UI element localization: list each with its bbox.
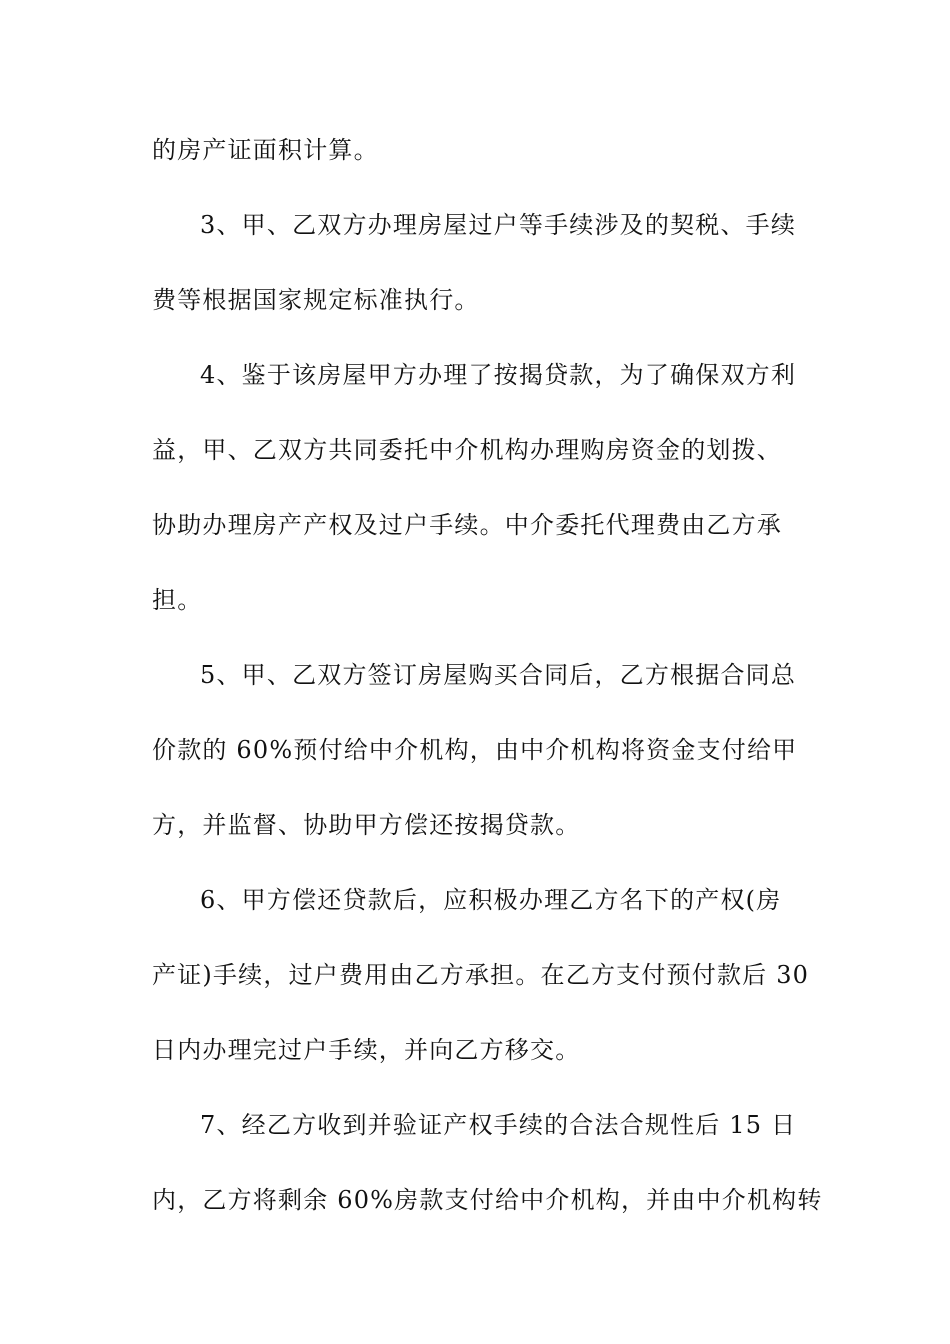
clause-5-line-3: 方，并监督、协助甲方偿还按揭贷款。: [152, 811, 581, 839]
clause-6-line-2: 产证)手续，过户费用由乙方承担。在乙方支付预付款后 30: [152, 961, 810, 989]
clause-7-line-2: 内，乙方将剩余 60%房款支付给中介机构，并由中介机构转: [152, 1186, 823, 1214]
clause-3-line-1: 3、甲、乙双方办理房屋过户等手续涉及的契税、手续: [200, 211, 797, 239]
text-line-1: 的房产证面积计算。: [152, 136, 379, 164]
clause-4-line-3: 协助办理房产产权及过户手续。中介委托代理费由乙方承: [152, 511, 782, 539]
clause-4-line-1: 4、鉴于该房屋甲方办理了按揭贷款，为了确保双方利: [200, 361, 797, 389]
clause-7-line-1: 7、经乙方收到并验证产权手续的合法合规性后 15 日: [200, 1111, 797, 1139]
clause-5-line-1: 5、甲、乙双方签订房屋购买合同后，乙方根据合同总: [200, 661, 797, 689]
clause-4-line-4: 担。: [152, 586, 203, 614]
clause-6-line-1: 6、甲方偿还贷款后，应积极办理乙方名下的产权(房: [200, 886, 782, 914]
clause-6-line-3: 日内办理完过户手续，并向乙方移交。: [152, 1036, 581, 1064]
clause-5-line-2: 价款的 60%预付给中介机构，由中介机构将资金支付给甲: [152, 736, 798, 764]
clause-4-line-2: 益，甲、乙双方共同委托中介机构办理购房资金的划拨、: [152, 436, 782, 464]
clause-3-line-2: 费等根据国家规定标准执行。: [152, 286, 480, 314]
